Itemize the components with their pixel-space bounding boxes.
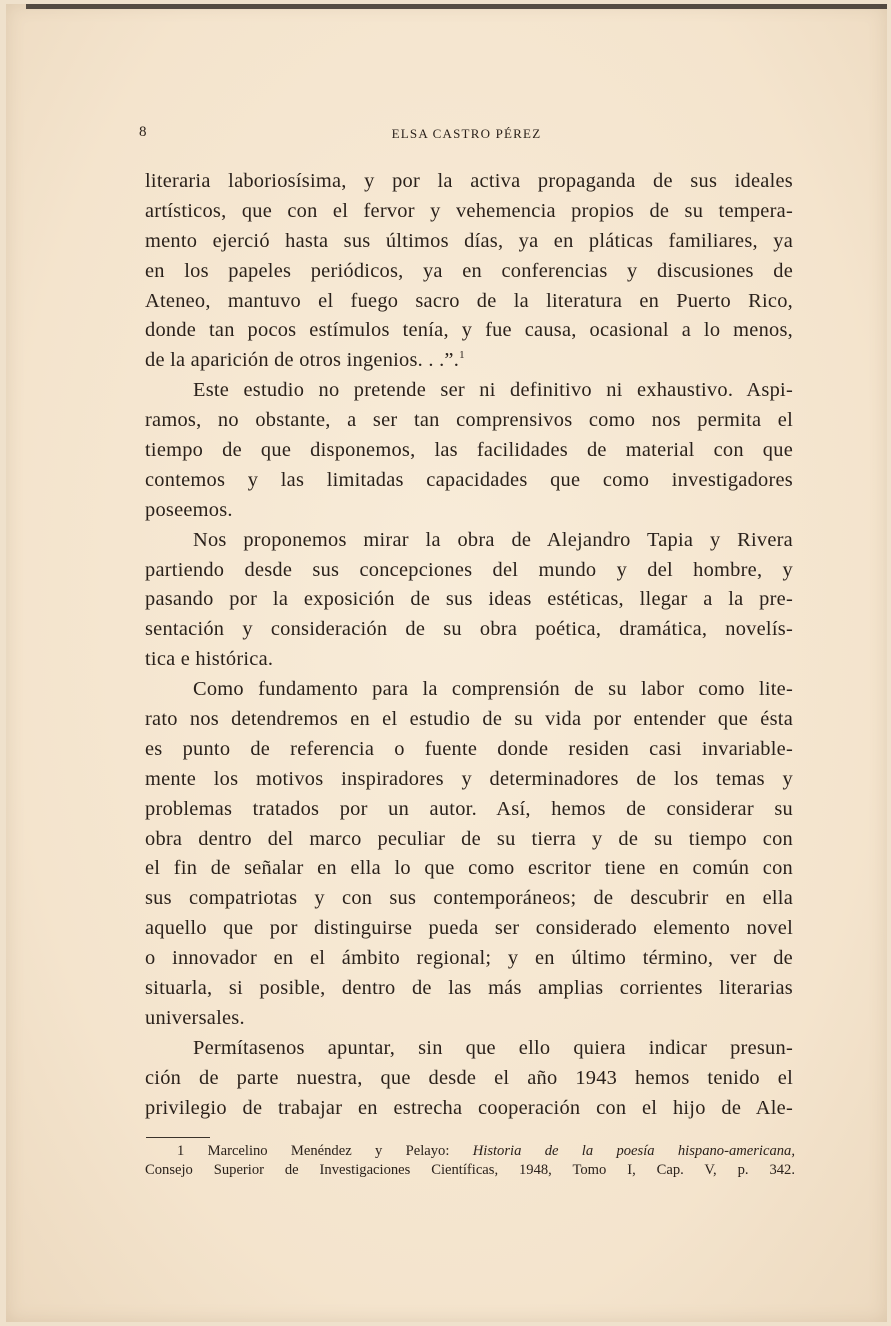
- body-text: [145, 167, 793, 1124]
- text-line: rato nos detendremos en el estudio de su vida por entender que ésta: [145, 708, 793, 731]
- text-line: tiempo de que disponemos, las facilidades de material con que: [145, 439, 793, 462]
- text-line: Este estudio no pretende ser ni definitivo ni exhaustivo. Aspi-: [193, 379, 793, 402]
- text-line: aquello que por distinguirse pueda ser considerado elemento novel: [145, 917, 793, 940]
- footnote-title: Historia de la poesía hispano-americana,: [472, 1143, 796, 1159]
- text-line: partiendo desde sus concepciones del mundo y del hombre, y: [145, 558, 793, 581]
- footnote-line: [145, 1142, 795, 1161]
- paragraph-4: [145, 675, 793, 1034]
- footnote-author: Marcelino Menéndez y Pelayo:: [207, 1143, 450, 1159]
- text-line: contemos y las limitadas capacidades que como investigadores: [145, 468, 793, 491]
- page-header: [139, 124, 794, 146]
- footnote-reference: 1: [459, 349, 465, 362]
- text-line: sus compatriotas y con sus contemporáneos; de descubrir en ella: [145, 887, 793, 910]
- text-line: tica e histórica.: [145, 648, 274, 671]
- paragraph-5: [145, 1034, 793, 1124]
- footnote-separator: [146, 1137, 210, 1138]
- text-line: ramos, no obstante, a ser tan comprensivos como nos permita el: [145, 409, 793, 432]
- text-line: artísticos, que con el fervor y vehemencia propios de su tempera-: [145, 199, 793, 222]
- footnote: [145, 1142, 795, 1180]
- text-line: obra dentro del marco peculiar de su tierra y de su tiempo con: [145, 827, 793, 850]
- text-line: literaria laboriosísima, y por la activa propaganda de sus ideales: [145, 170, 793, 192]
- text-line: problemas tratados por un autor. Así, hemos de considerar su: [145, 797, 793, 820]
- paragraph-3: [145, 526, 793, 675]
- text-line: mente los motivos inspiradores y determinadores de los temas y: [145, 767, 793, 790]
- footnote-line: Consejo Superior de Investigaciones Científicas, 1948, Tomo I, Cap. V, p. 342.: [145, 1162, 795, 1178]
- paragraph-2: [145, 376, 793, 525]
- page-number: 8: [139, 124, 147, 140]
- running-head: ELSA CASTRO PÉREZ: [391, 126, 542, 141]
- text-line: situarla, si posible, dentro de las más amplias corrientes literarias: [145, 977, 793, 1000]
- text-line: pasando por la exposición de sus ideas estéticas, llegar a la pre-: [145, 588, 793, 611]
- book-page: [6, 4, 887, 1322]
- text-line: [145, 346, 793, 376]
- text-line: privilegio de trabajar en estrecha cooperación con el hijo de Ale-: [145, 1096, 793, 1119]
- text-line-content: de la aparición de otros ingenios. . .”.: [145, 349, 460, 372]
- text-line: Ateneo, mantuvo el fuego sacro de la literatura en Puerto Rico,: [145, 289, 793, 312]
- text-line: poseemos.: [145, 498, 233, 521]
- text-line: ción de parte nuestra, que desde el año 1943 hemos tenido el: [145, 1066, 793, 1089]
- text-line: o innovador en el ámbito regional; y en último término, ver de: [145, 947, 793, 970]
- text-line: Nos proponemos mirar la obra de Alejandro Tapia y Rivera: [193, 528, 793, 551]
- text-line: el fin de señalar en ella lo que como escritor tiene en común con: [145, 857, 793, 880]
- page-top-edge-shadow: [26, 4, 887, 9]
- text-line: Permítasenos apuntar, sin que ello quiera indicar presun-: [193, 1036, 793, 1059]
- text-line: Como fundamento para la comprensión de su labor como lite-: [193, 678, 793, 701]
- text-line: donde tan pocos estímulos tenía, y fue causa, ocasional a lo menos,: [145, 319, 793, 342]
- footnote-number: 1: [177, 1143, 185, 1159]
- text-line: mento ejerció hasta sus últimos días, ya en pláticas familiares, ya: [145, 229, 793, 252]
- text-line: sentación y consideración de su obra poética, dramática, novelís-: [145, 618, 793, 641]
- paragraph-1: [145, 167, 793, 376]
- text-line: en los papeles periódicos, ya en conferencias y discusiones de: [145, 259, 793, 282]
- text-line: universales.: [145, 1006, 245, 1029]
- text-line: es punto de referencia o fuente donde residen casi invariable-: [145, 737, 793, 760]
